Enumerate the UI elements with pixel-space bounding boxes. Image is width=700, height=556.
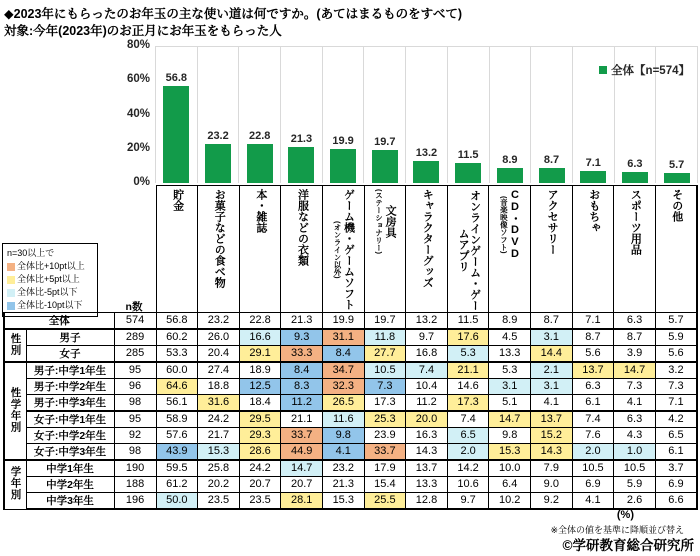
value-cell: 19.9 — [322, 313, 364, 330]
row-label: 女子:中学3年生 — [26, 444, 114, 461]
value-cell: 8.3 — [281, 379, 323, 395]
value-cell: 21.3 — [322, 477, 364, 493]
value-cell: 28.6 — [239, 444, 281, 461]
table-row — [4, 346, 697, 363]
value-cell: 17.3 — [447, 395, 489, 412]
row-label: 男子:中学2年生 — [26, 379, 114, 395]
bar-value-label: 11.5 — [457, 149, 479, 162]
value-cell: 3.9 — [614, 346, 656, 363]
value-cell: 8.9 — [489, 313, 531, 330]
chart-column — [448, 47, 490, 183]
value-cell: 26.0 — [198, 329, 240, 346]
value-cell: 24.2 — [239, 460, 281, 477]
column-header-label: ゲーム機・ゲームソフト — [342, 189, 355, 310]
value-cell: 14.3 — [531, 444, 573, 461]
value-cell: 4.1 — [614, 395, 656, 412]
column-header — [447, 186, 489, 313]
n-count-cell: 92 — [114, 428, 156, 444]
value-cell: 31.6 — [198, 395, 240, 412]
row-label: 中学2年生 — [26, 477, 114, 493]
bar-value-label: 21.3 — [290, 132, 313, 145]
value-cell: 20.4 — [198, 346, 240, 363]
bar-value-label: 13.2 — [415, 146, 438, 159]
n-count-cell: 95 — [114, 362, 156, 379]
row-label: 中学3年生 — [26, 493, 114, 510]
table-row — [4, 313, 697, 330]
row-label: 女子:中学2年生 — [26, 428, 114, 444]
value-cell: 6.3 — [614, 411, 656, 428]
bar — [205, 144, 231, 183]
value-cell: 14.7 — [614, 362, 656, 379]
value-cell: 20.7 — [239, 477, 281, 493]
value-cell: 10.6 — [447, 477, 489, 493]
value-cell: 8.7 — [572, 329, 614, 346]
column-header — [364, 186, 406, 313]
column-header — [322, 186, 364, 313]
value-cell: 44.9 — [281, 444, 323, 461]
value-cell: 6.6 — [655, 493, 697, 510]
bar — [247, 144, 273, 183]
y-tick-label: 40% — [126, 107, 150, 120]
value-cell: 29.5 — [239, 411, 281, 428]
value-cell: 25.8 — [198, 460, 240, 477]
value-cell: 4.1 — [322, 444, 364, 461]
column-header-label: お菓子などの食べ物 — [213, 189, 226, 288]
value-cell: 6.3 — [614, 313, 656, 330]
value-cell: 10.5 — [364, 362, 406, 379]
table-row — [4, 460, 697, 477]
bar — [330, 149, 356, 183]
bar — [622, 172, 648, 183]
n-count-cell: 574 — [114, 313, 156, 330]
value-cell: 5.6 — [572, 346, 614, 363]
chart-column — [406, 47, 448, 183]
value-cell: 7.9 — [531, 460, 573, 477]
value-cell: 13.3 — [406, 477, 448, 493]
value-cell: 20.2 — [198, 477, 240, 493]
value-cell: 29.3 — [239, 428, 281, 444]
value-cell: 10.5 — [572, 460, 614, 477]
value-cell: 21.1 — [281, 411, 323, 428]
value-cell: 5.3 — [447, 346, 489, 363]
value-cell: 6.4 — [489, 477, 531, 493]
sort-note: ※全体の値を基準に降順並び替え — [550, 525, 684, 535]
value-cell: 34.7 — [322, 362, 364, 379]
value-cell: 6.1 — [655, 444, 697, 461]
chart-column — [490, 47, 532, 183]
value-cell: 26.5 — [322, 395, 364, 412]
column-header — [489, 186, 531, 313]
y-tick-label: 60% — [126, 73, 150, 86]
value-cell: 7.4 — [406, 362, 448, 379]
value-cell: 7.4 — [572, 411, 614, 428]
value-cell: 6.9 — [655, 477, 697, 493]
value-cell: 6.3 — [572, 379, 614, 395]
value-cell: 21.7 — [198, 428, 240, 444]
value-cell: 2.6 — [614, 493, 656, 510]
results-table — [3, 185, 698, 510]
row-label: 男子:中学3年生 — [26, 395, 114, 412]
value-cell: 6.5 — [447, 428, 489, 444]
n-count-cell: 188 — [114, 477, 156, 493]
value-cell: 31.1 — [322, 329, 364, 346]
chart-column — [239, 47, 281, 183]
value-cell: 13.2 — [406, 313, 448, 330]
n-column-label: n数 — [125, 301, 143, 313]
value-cell: 9.8 — [489, 428, 531, 444]
n-count-cell: 190 — [114, 460, 156, 477]
value-cell: 15.3 — [198, 444, 240, 461]
bar-value-label: 23.2 — [207, 129, 229, 142]
value-cell: 3.1 — [531, 379, 573, 395]
chart-column — [281, 47, 323, 183]
table-row — [4, 329, 697, 346]
value-cell: 3.1 — [531, 329, 573, 346]
n-count-cell: 285 — [114, 346, 156, 363]
value-cell: 10.2 — [489, 493, 531, 510]
chart-column — [156, 47, 198, 183]
value-cell: 3.1 — [489, 379, 531, 395]
value-cell: 50.0 — [156, 493, 198, 510]
value-cell: 2.0 — [572, 444, 614, 461]
column-header-label: キャラクターグッズ — [421, 189, 434, 288]
chart-column — [323, 47, 365, 183]
value-cell: 9.8 — [322, 428, 364, 444]
bar — [413, 161, 439, 183]
highlight-legend-label: 全体比-10pt以下 — [17, 300, 83, 311]
bar-value-label: 19.9 — [332, 135, 354, 148]
value-cell: 11.2 — [406, 395, 448, 412]
highlight-legend-label: 全体比-5pt以下 — [17, 287, 78, 298]
value-cell: 5.1 — [489, 395, 531, 412]
value-cell: 60.0 — [156, 362, 198, 379]
column-header — [655, 186, 697, 313]
bar — [664, 173, 690, 183]
value-cell: 11.6 — [322, 411, 364, 428]
value-cell: 13.7 — [531, 411, 573, 428]
value-cell: 4.2 — [655, 411, 697, 428]
value-cell: 28.1 — [281, 493, 323, 510]
highlight-legend-label: 全体比+10pt以上 — [17, 261, 85, 272]
value-cell: 4.5 — [489, 329, 531, 346]
value-cell: 7.1 — [655, 395, 697, 412]
value-cell: 29.1 — [239, 346, 281, 363]
bar — [163, 86, 189, 183]
table-row — [4, 362, 697, 379]
value-cell: 3.7 — [655, 460, 697, 477]
value-cell: 61.2 — [156, 477, 198, 493]
column-header-sublabel: (オンライン以外) — [332, 220, 342, 279]
value-cell: 23.5 — [239, 493, 281, 510]
column-header — [531, 186, 573, 313]
row-label: 中学1年生 — [26, 460, 114, 477]
value-cell: 13.7 — [572, 362, 614, 379]
bar — [580, 171, 606, 183]
table-header — [4, 186, 697, 313]
value-cell: 8.7 — [614, 329, 656, 346]
column-header — [406, 186, 448, 313]
table-corner — [4, 186, 156, 313]
column-header-label: 本・雑誌 — [254, 189, 267, 233]
column-header-label: アクセサリー — [546, 189, 559, 255]
legend-series-label: 全体【n=574】 — [611, 65, 690, 77]
value-cell: 12.5 — [239, 379, 281, 395]
value-cell: 16.3 — [406, 428, 448, 444]
value-cell: 3.2 — [655, 362, 697, 379]
value-cell: 16.6 — [239, 329, 281, 346]
value-cell: 4.3 — [614, 428, 656, 444]
value-cell: 25.3 — [364, 411, 406, 428]
chart-legend — [599, 62, 690, 78]
value-cell: 7.3 — [614, 379, 656, 395]
value-cell: 18.9 — [239, 362, 281, 379]
value-cell: 10.4 — [406, 379, 448, 395]
value-cell: 14.7 — [489, 411, 531, 428]
bar — [288, 147, 314, 183]
value-cell: 14.7 — [281, 460, 323, 477]
value-cell: 20.0 — [406, 411, 448, 428]
value-cell: 18.4 — [239, 395, 281, 412]
table-row — [4, 379, 697, 395]
column-header-label: 貯金 — [171, 189, 184, 211]
legend-swatch-icon — [599, 66, 607, 74]
value-cell: 21.3 — [281, 313, 323, 330]
row-group-label: 学年別 — [4, 460, 26, 509]
value-cell: 6.9 — [572, 477, 614, 493]
value-cell: 14.6 — [447, 379, 489, 395]
value-cell: 11.5 — [447, 313, 489, 330]
value-cell: 6.5 — [655, 428, 697, 444]
copyright-credit: ©学研教育総合研究所 — [562, 538, 694, 553]
value-cell: 6.1 — [572, 395, 614, 412]
value-cell: 13.7 — [406, 460, 448, 477]
value-cell: 58.9 — [156, 411, 198, 428]
column-header-label: 洋服などの衣類 — [296, 189, 309, 266]
table-row — [4, 411, 697, 428]
n-count-cell: 98 — [114, 395, 156, 412]
value-cell: 17.9 — [364, 460, 406, 477]
n-count-cell: 95 — [114, 411, 156, 428]
row-label: 男子:中学1年生 — [26, 362, 114, 379]
value-cell: 23.2 — [198, 313, 240, 330]
value-cell: 2.0 — [447, 444, 489, 461]
row-label: 男子 — [26, 329, 114, 346]
value-cell: 15.2 — [531, 428, 573, 444]
value-cell: 9.7 — [447, 493, 489, 510]
column-header — [198, 186, 240, 313]
page-title: ◆2023年にもらったのお年玉の主な使い道は何ですか。(あてはまるものをすべて) — [4, 7, 462, 21]
value-cell: 8.7 — [531, 313, 573, 330]
table-row — [4, 493, 697, 510]
column-header-sublabel: (ステーショナリー) — [374, 189, 384, 254]
column-header-label: オンラインゲーム・ゲームアプリ — [457, 189, 481, 311]
column-header-label: CD・DVD — [508, 189, 521, 260]
column-header-sublabel: (音楽映像ソフト) — [499, 195, 509, 254]
bar-value-label: 5.7 — [668, 159, 685, 172]
bar — [372, 150, 398, 183]
value-cell: 11.8 — [364, 329, 406, 346]
bar-value-label: 22.8 — [249, 130, 271, 143]
value-cell: 24.2 — [198, 411, 240, 428]
value-cell: 15.3 — [322, 493, 364, 510]
value-cell: 22.8 — [239, 313, 281, 330]
y-tick-label: 0% — [133, 176, 150, 188]
bar — [497, 168, 523, 183]
value-cell: 4.1 — [531, 395, 573, 412]
value-cell: 17.6 — [447, 329, 489, 346]
column-header — [614, 186, 656, 313]
value-cell: 1.0 — [614, 444, 656, 461]
value-cell: 11.2 — [281, 395, 323, 412]
bar-value-label: 8.7 — [543, 154, 560, 167]
chart-column — [531, 47, 573, 183]
chart-column — [364, 47, 406, 183]
value-cell: 16.8 — [406, 346, 448, 363]
value-cell: 7.1 — [572, 313, 614, 330]
table-row — [4, 395, 697, 412]
row-label: 全体 — [4, 313, 114, 330]
row-group-label: 性学年別 — [4, 362, 26, 460]
bar-value-label: 56.8 — [165, 72, 188, 85]
value-cell: 14.4 — [531, 346, 573, 363]
column-header-label: 文房具 — [384, 205, 397, 238]
n-count-cell: 96 — [114, 379, 156, 395]
value-cell: 23.2 — [322, 460, 364, 477]
value-cell: 9.3 — [281, 329, 323, 346]
chart-column — [198, 47, 240, 183]
value-cell: 19.7 — [364, 313, 406, 330]
value-cell: 57.6 — [156, 428, 198, 444]
value-cell: 56.8 — [156, 313, 198, 330]
bar-value-label: 6.3 — [627, 158, 643, 171]
value-cell: 7.6 — [572, 428, 614, 444]
value-cell: 59.5 — [156, 460, 198, 477]
value-cell: 60.2 — [156, 329, 198, 346]
value-cell: 33.7 — [281, 428, 323, 444]
value-cell: 20.7 — [281, 477, 323, 493]
value-cell: 27.4 — [198, 362, 240, 379]
value-cell: 4.1 — [572, 493, 614, 510]
value-cell: 27.7 — [364, 346, 406, 363]
bar-value-label: 19.7 — [374, 135, 396, 148]
value-cell: 56.1 — [156, 395, 198, 412]
highlight-legend-title: n=30以上で — [7, 248, 55, 258]
row-group-label: 性別 — [4, 329, 26, 362]
value-cell: 7.3 — [655, 379, 697, 395]
column-header — [281, 186, 323, 313]
percent-unit-label: (%) — [616, 509, 634, 521]
value-cell: 43.9 — [156, 444, 198, 461]
value-cell: 64.6 — [156, 379, 198, 395]
value-cell: 2.1 — [531, 362, 573, 379]
table-body — [4, 313, 697, 510]
n-count-cell: 98 — [114, 444, 156, 461]
column-header-label: その他 — [670, 189, 683, 222]
y-tick-label: 80% — [126, 39, 150, 51]
value-cell: 7.3 — [364, 379, 406, 395]
value-cell: 8.4 — [281, 362, 323, 379]
value-cell: 12.8 — [406, 493, 448, 510]
value-cell: 9.0 — [531, 477, 573, 493]
column-header-label: おもちゃ — [587, 189, 600, 233]
value-cell: 23.5 — [198, 493, 240, 510]
value-cell: 17.3 — [364, 395, 406, 412]
y-tick-label: 20% — [126, 141, 150, 154]
n-count-cell: 289 — [114, 329, 156, 346]
value-cell: 14.2 — [447, 460, 489, 477]
value-cell: 5.3 — [489, 362, 531, 379]
value-cell: 8.4 — [322, 346, 364, 363]
bar-value-label: 8.9 — [502, 153, 518, 166]
table-row — [4, 428, 697, 444]
page-subtitle: 対象:今年(2023年)のお正月にお年玉をもらった人 — [4, 24, 282, 38]
row-label: 女子 — [26, 346, 114, 363]
column-header — [572, 186, 614, 313]
value-cell: 15.3 — [489, 444, 531, 461]
bar — [539, 168, 565, 183]
value-cell: 13.3 — [489, 346, 531, 363]
n-count-cell: 196 — [114, 493, 156, 510]
value-cell: 5.9 — [655, 329, 697, 346]
bar — [455, 163, 481, 183]
column-header — [239, 186, 281, 313]
column-header-label: スポーツ用品 — [629, 189, 642, 255]
value-cell: 14.3 — [406, 444, 448, 461]
column-header — [156, 186, 198, 313]
value-cell: 15.4 — [364, 477, 406, 493]
value-cell: 7.4 — [447, 411, 489, 428]
row-label: 女子:中学1年生 — [26, 411, 114, 428]
value-cell: 32.3 — [322, 379, 364, 395]
table-row — [4, 477, 697, 493]
value-cell: 9.2 — [531, 493, 573, 510]
bar-value-label: 7.1 — [585, 156, 601, 169]
value-cell: 53.3 — [156, 346, 198, 363]
value-cell: 9.7 — [406, 329, 448, 346]
value-cell: 25.5 — [364, 493, 406, 510]
value-cell: 23.9 — [364, 428, 406, 444]
value-cell: 18.8 — [198, 379, 240, 395]
value-cell: 5.9 — [614, 477, 656, 493]
table-row — [4, 444, 697, 461]
highlight-legend-label: 全体比+5pt以上 — [17, 274, 80, 285]
value-cell: 33.7 — [364, 444, 406, 461]
value-cell: 33.3 — [281, 346, 323, 363]
value-cell: 10.0 — [489, 460, 531, 477]
value-cell: 5.6 — [655, 346, 697, 363]
value-cell: 21.1 — [447, 362, 489, 379]
value-cell: 10.5 — [614, 460, 656, 477]
value-cell: 5.7 — [655, 313, 697, 330]
